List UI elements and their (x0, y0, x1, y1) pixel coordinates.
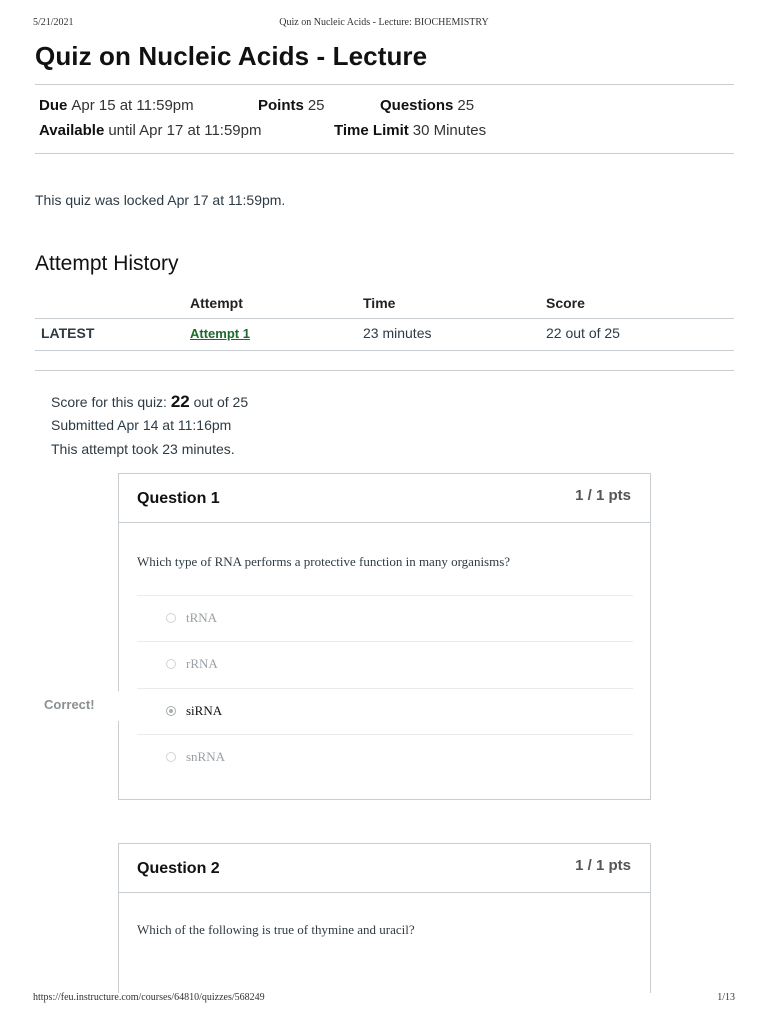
column-header-score: Score (546, 295, 585, 311)
lock-message: This quiz was locked Apr 17 at 11:59pm. (35, 192, 286, 208)
print-page-number: 1/13 (717, 992, 735, 1003)
question-text: Which of the following is true of thymine and uracil? (137, 922, 415, 937)
attempt-1-link[interactable]: Attempt 1 (190, 326, 250, 341)
divider (35, 84, 734, 85)
correct-feedback-tag (35, 691, 120, 721)
points-label: Points (258, 97, 304, 114)
answer-label: tRNA (186, 610, 218, 625)
question-points: 1 / 1 pts (575, 857, 631, 874)
question-header (119, 844, 650, 893)
question-title: Question 1 (137, 490, 220, 507)
table-row (35, 325, 734, 347)
answer-option-snrna[interactable] (137, 734, 633, 780)
question-header (119, 474, 650, 523)
radio-button[interactable] (166, 752, 176, 762)
question-card-2 (118, 843, 651, 993)
page-title: Quiz on Nucleic Acids - Lecture (35, 41, 428, 71)
questions-label: Questions (380, 97, 454, 114)
answer-label: snRNA (186, 749, 226, 764)
answer-option-sirna[interactable] (137, 688, 633, 734)
questions-value: 25 (457, 97, 475, 114)
attempt-time: 23 minutes (363, 325, 432, 341)
print-footer (33, 992, 735, 1006)
answer-label: siRNA (186, 703, 223, 718)
column-header-attempt: Attempt (190, 295, 243, 311)
divider (35, 370, 734, 371)
question-text: Which type of RNA performs a protective function in many organisms? (137, 554, 511, 569)
time-limit-label: Time Limit (334, 122, 409, 139)
question-points: 1 / 1 pts (575, 487, 631, 504)
attempt-duration: This attempt took 23 minutes. (51, 441, 235, 457)
attempt-history-title: Attempt History (35, 252, 179, 275)
quiz-meta-points (258, 97, 325, 114)
score-prefix: Score for this quiz: (51, 394, 171, 410)
print-date: 5/21/2021 (33, 17, 74, 28)
available-value: until Apr 17 at 11:59pm (108, 122, 262, 139)
available-label: Available (39, 122, 105, 139)
question-card-1 (118, 473, 651, 800)
answer-option-rrna[interactable] (137, 641, 633, 687)
print-header (33, 17, 735, 31)
answer-label: rRNA (186, 656, 218, 671)
column-header-time: Time (363, 295, 396, 311)
radio-button-selected[interactable] (166, 706, 176, 716)
print-doc-title: Quiz on Nucleic Acids - Lecture: BIOCHEMISTRY (279, 17, 489, 28)
divider (35, 153, 734, 154)
radio-button[interactable] (166, 659, 176, 669)
score-value: 22 (170, 392, 190, 411)
points-value: 25 (307, 97, 325, 114)
question-title: Question 2 (137, 860, 220, 877)
attempt-history-header (35, 295, 734, 317)
due-label: Due (39, 97, 68, 114)
score-summary (51, 392, 248, 412)
print-url: https://feu.instructure.com/courses/64810/quizzes/568249 (33, 992, 265, 1003)
quiz-meta-available (39, 122, 261, 139)
radio-button[interactable] (166, 613, 176, 623)
answer-option-trna[interactable] (137, 595, 633, 641)
divider (35, 350, 734, 351)
time-limit-value: 30 Minutes (412, 122, 487, 139)
quiz-meta-questions (380, 97, 474, 114)
submitted-time: Submitted Apr 14 at 11:16pm (51, 417, 232, 433)
due-value: Apr 15 at 11:59pm (71, 97, 194, 114)
correct-feedback-text: Correct! (44, 697, 95, 712)
attempt-score: 22 out of 25 (546, 325, 620, 341)
score-suffix: out of 25 (189, 394, 249, 410)
divider (35, 318, 734, 319)
quiz-meta-due (39, 97, 194, 114)
attempt-latest-label: LATEST (41, 325, 95, 341)
quiz-meta-time-limit (334, 122, 486, 139)
